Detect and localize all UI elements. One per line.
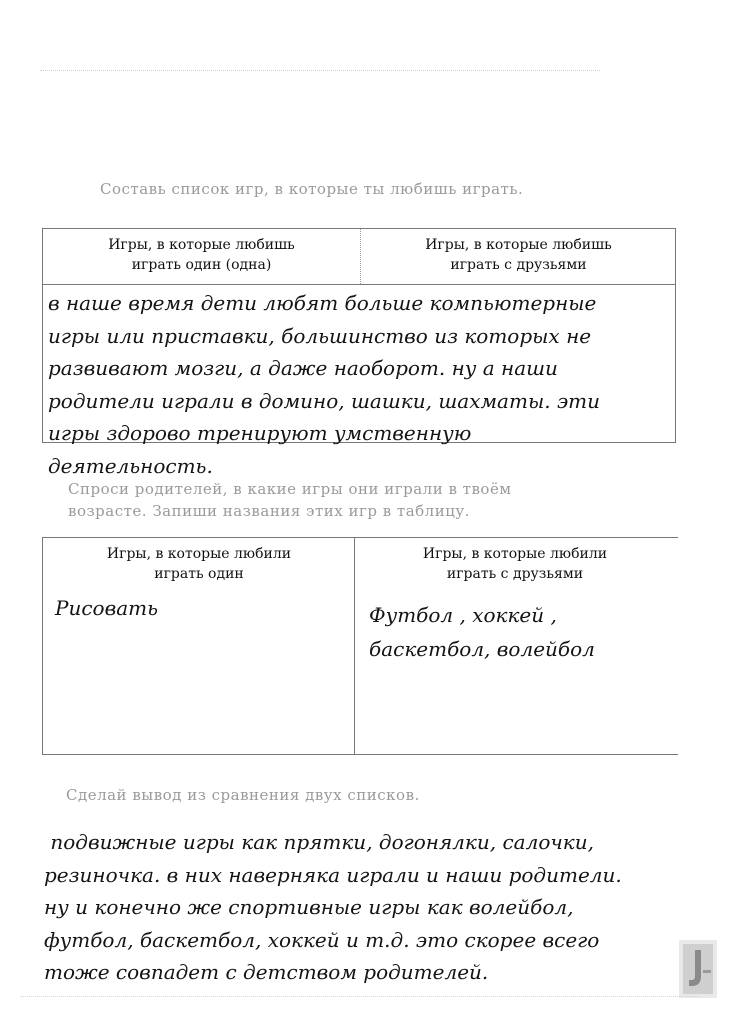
answer3-line: подвижные игры как прятки, догонялки, салочки, bbox=[44, 830, 594, 854]
header-play-friends-line-1: Игры, в которые любишь bbox=[425, 237, 612, 253]
answer-games-handwritten bbox=[48, 287, 688, 482]
header-play-friends-line-2: играть с друзьями bbox=[450, 257, 587, 273]
cell-parents-friends-line: баскетбол, волейбол bbox=[369, 637, 595, 661]
prompt2-line: Спроси родителей, в какие игры они играли в твоём bbox=[68, 480, 512, 498]
header-parents-alone-line-2: играть один bbox=[154, 566, 244, 582]
header-play-alone-line-2: играть один (одна) bbox=[131, 257, 272, 273]
header-parents-friends bbox=[355, 544, 675, 584]
header-play-alone-line-1: Игры, в которые любишь bbox=[108, 237, 295, 253]
answer1-line: развивают мозги, а даже наоборот. ну а наши bbox=[48, 356, 558, 380]
answer1-line: деятельность. bbox=[48, 453, 213, 478]
prompt-conclusion: Сделай вывод из сравнения двух списков. bbox=[66, 786, 420, 804]
answer3-line: резиночка. в них наверняка играли и наши родители. bbox=[44, 862, 622, 887]
faded-header-dots bbox=[40, 70, 600, 71]
prompt-ask-parents bbox=[68, 478, 680, 522]
watermark-logo-icon bbox=[679, 940, 717, 998]
answer3-line: футбол, баскетбол, хоккей и т.д. это скорее всего bbox=[44, 927, 600, 952]
header-play-friends bbox=[360, 235, 677, 275]
answer1-line: игры или приставки, большинство из которых не bbox=[48, 323, 592, 348]
prompt2-line: возрасте. Запиши названия этих игр в таблицу. bbox=[68, 502, 470, 520]
answer1-line: родители играли в домино, шашки, шахматы. эти bbox=[48, 388, 600, 413]
games-table-child-header bbox=[43, 229, 675, 285]
answer3-line: тоже совпадет с детством родителей. bbox=[44, 960, 489, 984]
cell-parents-alone: Рисовать bbox=[55, 596, 158, 620]
answer3-line: ну и конечно же спортивные игры как волейбол, bbox=[44, 895, 574, 919]
answer1-line: в наше время дети любят больше компьютерные bbox=[48, 291, 597, 315]
cell-parents-friends bbox=[369, 598, 669, 666]
header-parents-friends-line-1: Игры, в которые любили bbox=[422, 546, 608, 562]
answer-conclusion-handwritten bbox=[44, 826, 704, 989]
faded-footer-dots bbox=[20, 996, 700, 997]
games-table-parents bbox=[42, 537, 678, 755]
answer1-line: игры здорово тренируют умственную bbox=[48, 421, 472, 445]
prompt-list-games: Составь список игр, в которые ты любишь играть. bbox=[100, 180, 524, 198]
header-parents-alone bbox=[43, 544, 355, 584]
header-play-alone bbox=[43, 235, 360, 275]
games-table-parents-header bbox=[43, 538, 678, 592]
header-parents-friends-line-2: играть с друзьями bbox=[446, 566, 584, 582]
cell-parents-friends-line: Футбол , хоккей , bbox=[369, 603, 557, 627]
header-parents-alone-line-1: Игры, в которые любили bbox=[106, 546, 292, 562]
column-divider bbox=[354, 538, 355, 754]
